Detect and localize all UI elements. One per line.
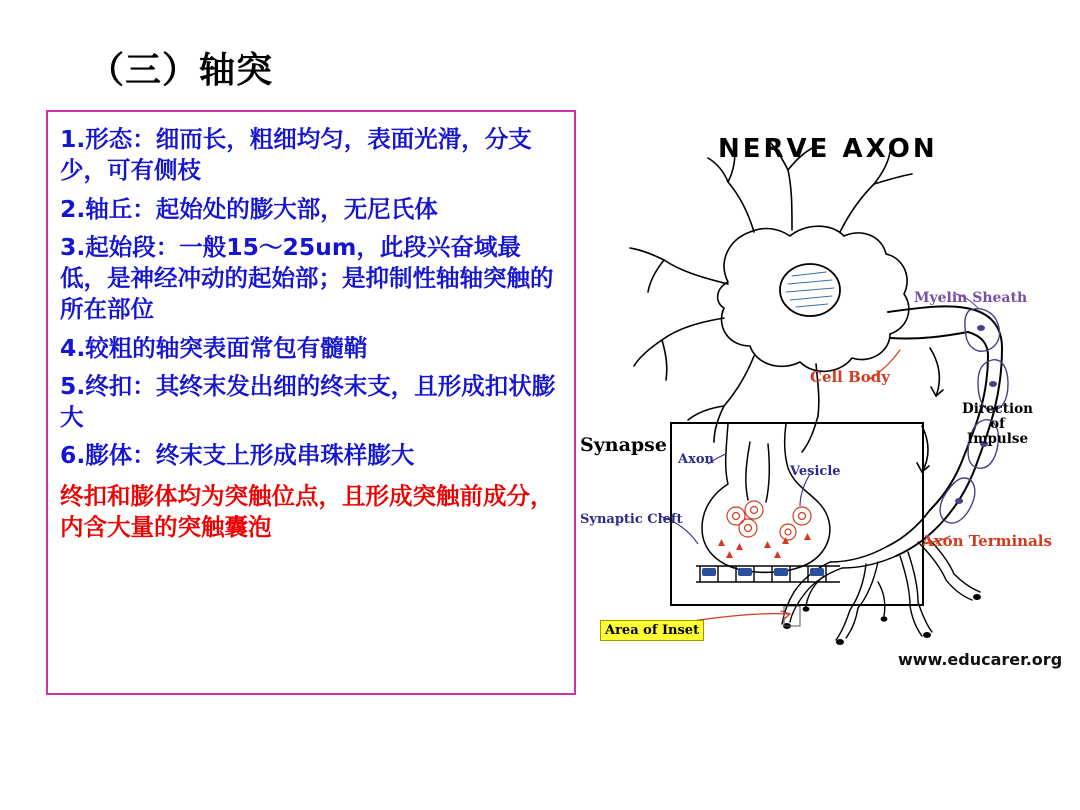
- bullet-item-5: 5.终扣：其终末发出细的终末支，且形成扣状膨大: [60, 371, 556, 431]
- label-synapse: Synapse: [580, 434, 667, 456]
- label-area-of-inset: Area of Inset: [600, 620, 704, 641]
- figure-title: NERVE AXON: [718, 134, 938, 164]
- emphasis-note: 终扣和膨体均为突触位点，且形成突触前成分，内含大量的突触囊泡: [60, 481, 554, 542]
- page-title: （三）轴突: [88, 50, 274, 91]
- label-direction-line3: Impulse: [966, 431, 1029, 448]
- label-direction-of-impulse: [962, 402, 1033, 447]
- label-cell-body: Cell Body: [810, 368, 890, 386]
- bullet-item-3: 3.起始段：一般15～25um，此段兴奋域最低，是神经冲动的起始部；是抑制性轴轴突触的所在部位: [60, 232, 554, 324]
- figure-credit: www.educarer.org: [898, 650, 1063, 669]
- bullet-item-6: 6.膨体：终末支上形成串珠样膨大: [60, 441, 415, 470]
- label-direction-line1: Direction: [962, 401, 1033, 417]
- label-synaptic-cleft: Synaptic Cleft: [580, 512, 683, 527]
- label-vesicle: Vesicle: [790, 464, 841, 479]
- nerve-axon-figure: [578, 112, 1074, 692]
- content-textbox: [46, 110, 576, 695]
- label-myelin-sheath: Myelin Sheath: [914, 290, 1028, 306]
- inset-frame: [670, 422, 924, 606]
- label-direction-line2: of: [990, 416, 1005, 433]
- bullet-item-1: 1.形态：细而长，粗细均匀，表面光滑，分支少，可有侧枝: [60, 125, 532, 185]
- label-axon-terminals: Axon Terminals: [922, 532, 1052, 550]
- bullet-item-2: 2.轴丘：起始处的膨大部，无尼氏体: [60, 194, 438, 223]
- label-axon: Axon: [678, 452, 714, 467]
- bullet-item-4: 4.较粗的轴突表面常包有髓鞘: [60, 333, 368, 362]
